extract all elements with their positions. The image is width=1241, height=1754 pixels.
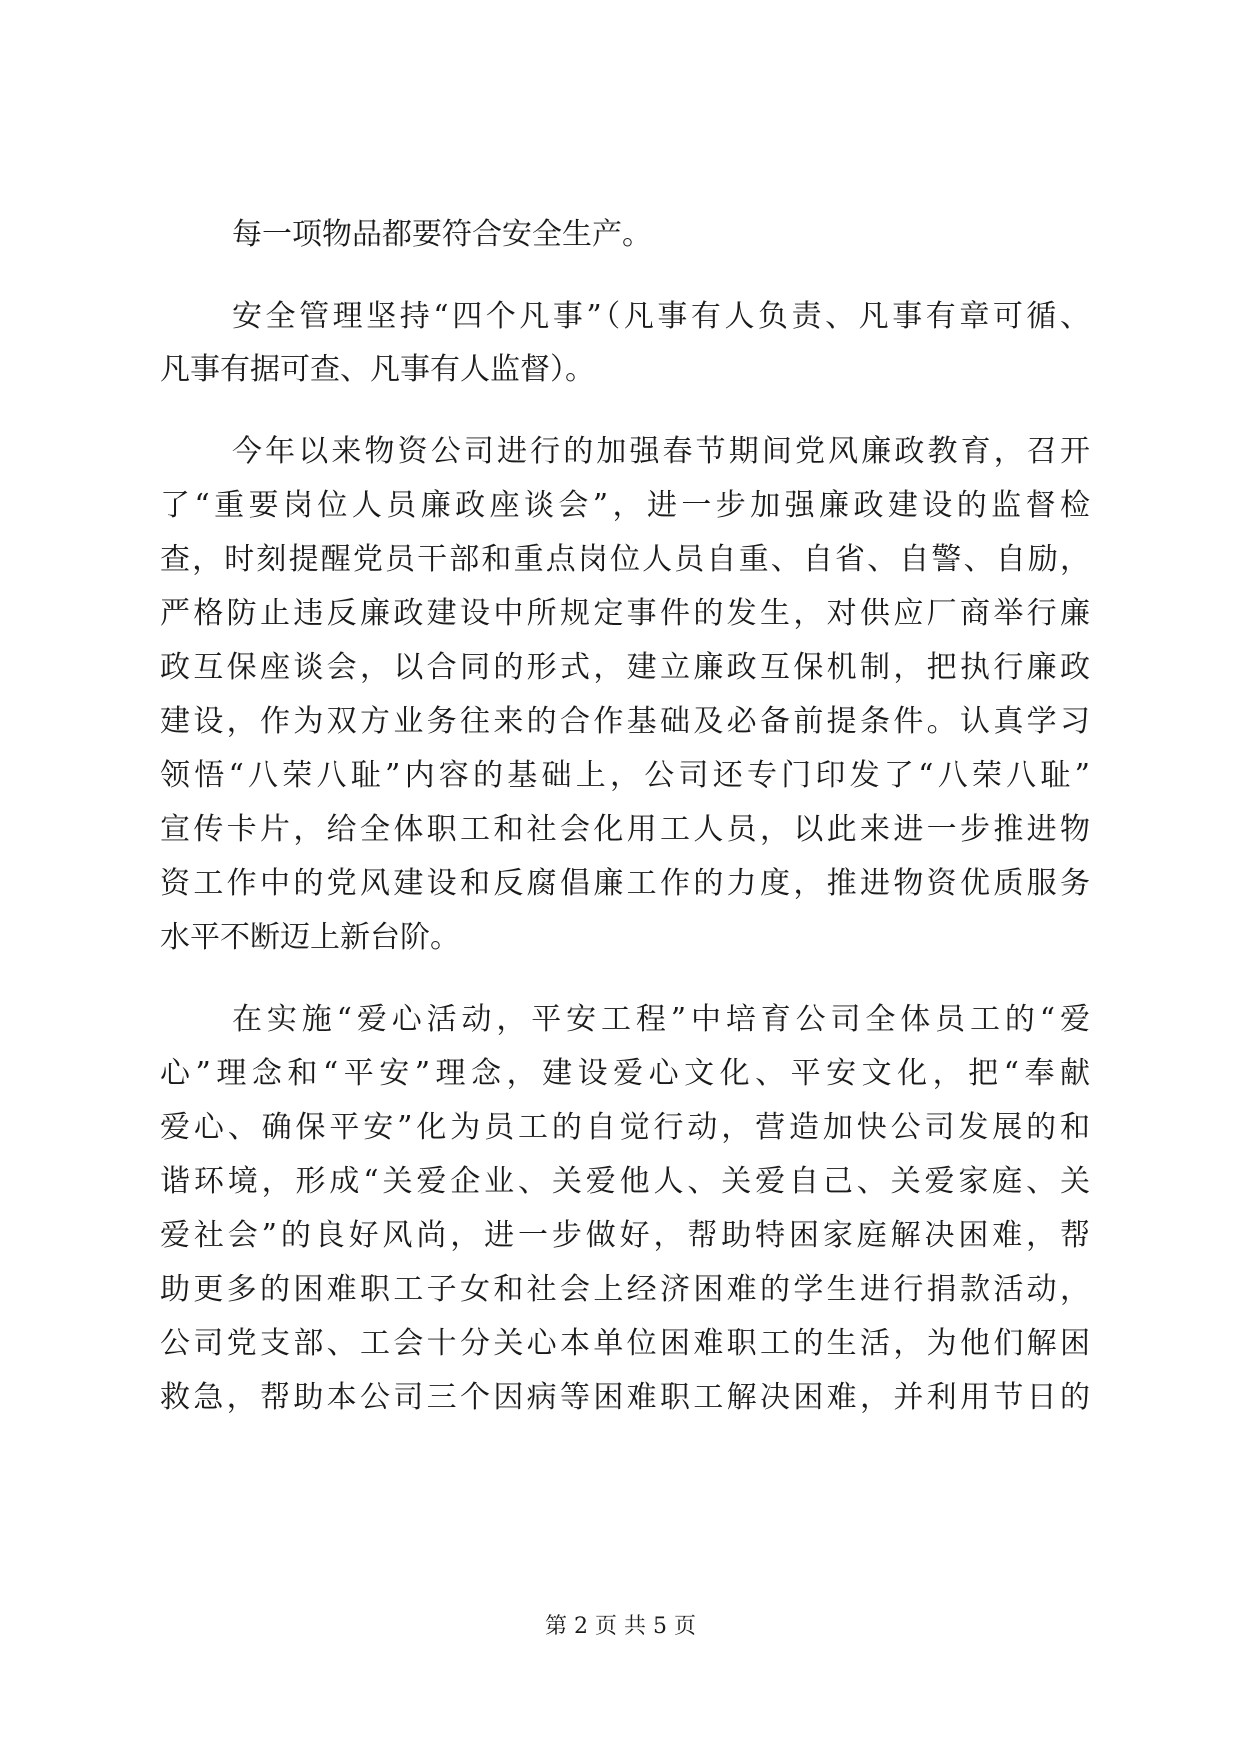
paragraph-line: 在实施“爱心活动，平安工程”中培育公司全体员工的“爱 xyxy=(232,1002,1090,1037)
paragraph-line: 今年以来物资公司进行的加强春节期间党风廉政教育，召开 xyxy=(232,434,1090,469)
paragraph-line: 严格防止违反廉政建设中所规定事件的发生，对供应厂商举行廉 xyxy=(160,596,1090,631)
paragraph-line: 救急，帮助本公司三个因病等困难职工解决困难，并利用节日的 xyxy=(160,1380,1090,1415)
paragraph-line: 领悟“八荣八耻”内容的基础上，公司还专门印发了“八荣八耻” xyxy=(160,758,1090,793)
page-number-footer: 第 2 页 共 5 页 xyxy=(545,1614,696,1639)
paragraph-line: 凡事有据可查、凡事有人监督）。 xyxy=(160,352,595,387)
paragraph-line: 水平不断迈上新台阶。 xyxy=(160,920,460,955)
paragraph-line: 心”理念和“平安”理念，建设爱心文化、平安文化，把“奉献 xyxy=(160,1056,1090,1091)
paragraph-line: 每一项物品都要符合安全生产。 xyxy=(232,217,652,252)
paragraph-line: 政互保座谈会，以合同的形式，建立廉政互保机制，把执行廉政 xyxy=(160,650,1090,685)
paragraph-line: 建设，作为双方业务往来的合作基础及必备前提条件。认真学习 xyxy=(160,704,1090,739)
paragraph-line: 助更多的困难职工子女和社会上经济困难的学生进行捐款活动， xyxy=(160,1272,1090,1307)
paragraph-line: 谐环境，形成“关爱企业、关爱他人、关爱自己、关爱家庭、关 xyxy=(160,1164,1090,1199)
paragraph-line: 查，时刻提醒党员干部和重点岗位人员自重、自省、自警、自励， xyxy=(160,542,1090,577)
paragraph-line: 公司党支部、工会十分关心本单位困难职工的生活，为他们解困 xyxy=(160,1326,1090,1361)
paragraph-line: 爱心、确保平安”化为员工的自觉行动，营造加快公司发展的和 xyxy=(160,1110,1090,1145)
paragraph-line: 安全管理坚持“四个凡事”（凡事有人负责、凡事有章可循、 xyxy=(232,299,1090,334)
paragraph-line: 爱社会”的良好风尚，进一步做好，帮助特困家庭解决困难，帮 xyxy=(160,1218,1090,1253)
paragraph-line: 宣传卡片，给全体职工和社会化用工人员，以此来进一步推进物 xyxy=(160,812,1090,847)
paragraph-line: 资工作中的党风建设和反腐倡廉工作的力度，推进物资优质服务 xyxy=(160,866,1090,901)
paragraph-line: 了“重要岗位人员廉政座谈会”，进一步加强廉政建设的监督检 xyxy=(160,488,1090,523)
